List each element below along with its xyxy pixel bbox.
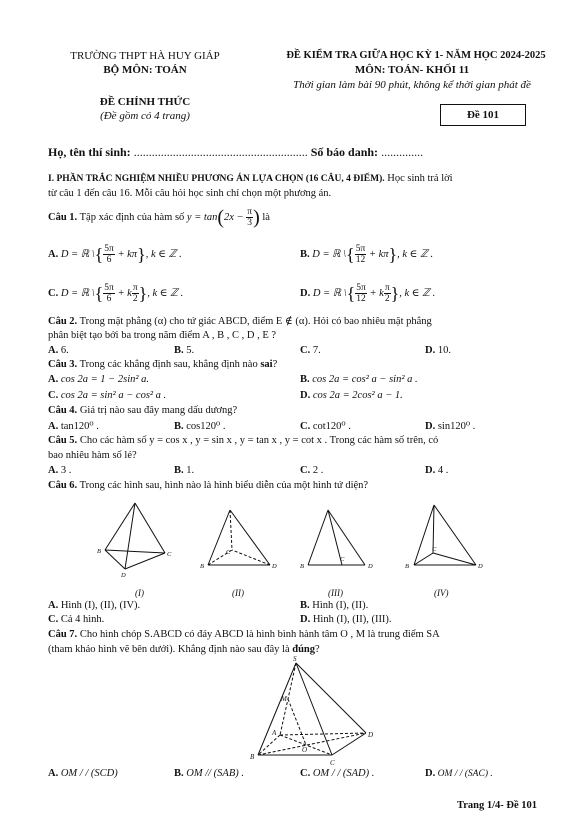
edge-ab bbox=[258, 735, 280, 755]
q7-d-text: OM / / (SAC) . bbox=[435, 769, 493, 779]
edge-sd bbox=[296, 663, 366, 733]
q5-option-c[interactable] bbox=[300, 465, 323, 476]
q5-c-label: C. bbox=[300, 465, 311, 476]
q1-a-post: , k ∈ ℤ . bbox=[145, 248, 182, 260]
q4-label: Câu 4. bbox=[48, 405, 78, 416]
q3-d-label: D. bbox=[300, 390, 311, 401]
section-intro-1: Học sinh trả lời bbox=[384, 173, 453, 184]
q4-option-a[interactable] bbox=[48, 420, 99, 432]
q6-a-text: Hình (I), (II), (IV). bbox=[58, 600, 141, 611]
exam-code-box: Đề 101 bbox=[440, 104, 526, 126]
q4-a-text: tan120⁰ . bbox=[58, 421, 99, 432]
subject: MÔN: TOÁN- KHỐI 11 bbox=[354, 64, 470, 76]
question-2 bbox=[48, 315, 432, 327]
q5-line1: Cho các hàm số y = cos x , y = sin x , y = tan x , y = cot x . Trong các hàm số trên, có bbox=[77, 435, 439, 446]
q1-c-mid: + k bbox=[117, 287, 132, 299]
fig2-label-d: D bbox=[272, 563, 277, 570]
q5-d-text: 4 . bbox=[435, 465, 449, 476]
fig1-label-d: D bbox=[121, 572, 126, 579]
name-dots: .......................................................... bbox=[133, 145, 308, 159]
q7-d-label: D. bbox=[425, 768, 436, 779]
q6-c-label: C. bbox=[48, 614, 59, 625]
pages-note: (Đề gồm có 4 trang) bbox=[100, 110, 190, 122]
q4-option-b[interactable] bbox=[174, 420, 225, 432]
q6-option-b[interactable] bbox=[300, 600, 368, 611]
q6-d-text: Hình (I), (II), (III). bbox=[310, 614, 392, 625]
q7-a-label: A. bbox=[48, 768, 59, 779]
fig1-label-c: C bbox=[167, 551, 172, 558]
question-5 bbox=[48, 435, 438, 446]
q2-option-d[interactable] bbox=[425, 345, 451, 356]
q2-c-label: C. bbox=[300, 345, 311, 356]
edge-sb bbox=[258, 663, 296, 755]
section-header bbox=[48, 173, 453, 184]
q1-b-label: B. bbox=[300, 248, 310, 260]
q1-option-a[interactable]: A. D = ℝ \{ $\frac{5\pi}{6}$ + kπ}, k ∈ ℤ . bbox=[48, 244, 182, 265]
q2-line1: Trong mặt phẳng (α) cho tứ giác ABCD, điểm E ∉ (α). Hỏi có bao nhiêu mặt phẳng bbox=[77, 316, 432, 327]
q2-d-text: 10. bbox=[435, 345, 451, 356]
q1-b-post: , k ∈ ℤ . bbox=[397, 248, 434, 260]
q3-d-text: cos 2a = 2cos² a − 1. bbox=[310, 390, 403, 401]
q7-line2: (tham khảo hình vẽ bên dưới). Khẳng định nào sau đây là bbox=[48, 644, 293, 655]
q1-d-mid: + k bbox=[369, 287, 384, 299]
fig4-label-c: C bbox=[432, 546, 437, 553]
q1-a-mid: + kπ bbox=[117, 248, 138, 260]
q1-d-post: , k ∈ ℤ . bbox=[399, 287, 436, 299]
q1-c-den: 6 bbox=[106, 294, 112, 304]
q3-option-c[interactable] bbox=[48, 390, 166, 401]
q5-d-label: D. bbox=[425, 465, 436, 476]
q1-option-d[interactable]: D. D = ℝ \{ $\frac{5\pi}{12}$ + k $\frac{\pi}{2}$ }, k ∈ ℤ . bbox=[300, 283, 436, 304]
q7-option-c[interactable] bbox=[300, 768, 374, 779]
q1-text: Tập xác định của hàm số bbox=[77, 211, 187, 223]
q7-label: Câu 7. bbox=[48, 629, 78, 640]
q3-option-a[interactable] bbox=[48, 374, 149, 385]
name-label: Họ, tên thí sinh: bbox=[48, 145, 131, 159]
question-7 bbox=[48, 629, 440, 640]
label-b: B bbox=[250, 753, 255, 761]
page-footer: Trang 1/4- Đề 101 bbox=[456, 800, 537, 811]
q6-label: Câu 6. bbox=[48, 480, 78, 491]
q4-option-d[interactable] bbox=[425, 420, 475, 432]
caption-4: (IV) bbox=[434, 588, 449, 598]
question-1: Câu 1. Tập xác định của hàm số y = tan(2x − $\frac{\pi}{3}$ ) là bbox=[48, 206, 270, 229]
q7-b-text: OM // (SAB) . bbox=[183, 768, 245, 779]
q5-b-label: B. bbox=[174, 465, 184, 476]
q7-c-label: C. bbox=[300, 768, 311, 779]
q2-b-text: 5. bbox=[183, 345, 195, 356]
label-d: D bbox=[368, 731, 374, 739]
q2-a-text: 6. bbox=[58, 345, 69, 356]
q1-option-c[interactable]: C. D = ℝ \{ $\frac{5\pi}{6}$ + k $\frac{\pi}{2}$ }, k ∈ ℤ . bbox=[48, 283, 184, 304]
caption-2: (II) bbox=[232, 588, 244, 598]
q5-option-a[interactable] bbox=[48, 465, 71, 476]
q1-d-label: D. bbox=[300, 287, 311, 299]
q4-option-c[interactable] bbox=[300, 420, 351, 432]
fig4-label-b: B bbox=[405, 563, 409, 570]
q1-tail: là bbox=[259, 211, 270, 223]
figure-3 bbox=[308, 510, 365, 565]
q1-c-label: C. bbox=[48, 287, 59, 299]
q5-option-b[interactable] bbox=[174, 465, 194, 476]
q1-c-num2: π bbox=[132, 283, 138, 293]
q1-d-num2: π bbox=[384, 283, 390, 293]
q6-b-label: B. bbox=[300, 600, 310, 611]
q4-a-label: A. bbox=[48, 421, 59, 432]
q1-fn: y = tan bbox=[186, 211, 218, 223]
fig2-label-b: B bbox=[200, 563, 204, 570]
q1-label: Câu 1. bbox=[48, 211, 78, 223]
q1-c-den2: 2 bbox=[132, 294, 138, 304]
label-c: C bbox=[330, 759, 335, 767]
section-intro-2: từ câu 1 đến câu 16. Mỗi câu hỏi học sinh chỉ chọn một phương án. bbox=[48, 188, 332, 199]
segment-om bbox=[288, 699, 306, 745]
q2-b-label: B. bbox=[174, 345, 184, 356]
q5-a-text: 3 . bbox=[58, 465, 72, 476]
official-label: ĐỀ CHÍNH THỨC bbox=[99, 96, 191, 108]
q1-b-pre: D = ℝ \ bbox=[312, 248, 347, 260]
q6-figures bbox=[80, 495, 500, 605]
q2-option-c[interactable] bbox=[300, 345, 321, 356]
q4-text: Giá trị nào sau đây mang dấu dương? bbox=[77, 405, 238, 416]
q3-b-label: B. bbox=[300, 374, 310, 385]
q7-pyramid-figure bbox=[240, 655, 390, 767]
label-o: O bbox=[302, 746, 308, 754]
q4-b-text: cos120⁰ . bbox=[183, 421, 226, 432]
fig1-label-b: B bbox=[97, 548, 101, 555]
caption-1: (I) bbox=[135, 588, 144, 598]
q3-c-label: C. bbox=[48, 390, 59, 401]
q6-c-text: Cả 4 hình. bbox=[58, 614, 105, 625]
question-3 bbox=[48, 359, 277, 370]
q1-d-den: 12 bbox=[356, 294, 366, 304]
q1-a-pre: D = ℝ \ bbox=[60, 248, 95, 260]
q2-option-b[interactable] bbox=[174, 345, 194, 356]
q6-text: Trong các hình sau, hình nào là hình biểu diễn của một hình tứ diện? bbox=[77, 480, 369, 491]
figure-4 bbox=[414, 505, 476, 565]
q1-d-den2: 2 bbox=[384, 294, 390, 304]
q7-b-label: B. bbox=[174, 768, 184, 779]
q1-c-num: 5π bbox=[104, 283, 114, 293]
q4-c-label: C. bbox=[300, 421, 311, 432]
q5-c-text: 2 . bbox=[310, 465, 324, 476]
q2-line2: phân biệt tạo bởi ba trong năm điểm A , B , C , D , E ? bbox=[48, 330, 277, 341]
section-title: I. PHẦN TRẮC NGHIỆM NHIỀU PHƯƠNG ÁN LỰA CHỌN (16 CÂU, 4 ĐIỂM). bbox=[48, 174, 385, 184]
q1-a-den: 6 bbox=[106, 255, 112, 265]
q1-frac-den: 3 bbox=[247, 218, 253, 228]
q6-option-d[interactable] bbox=[300, 614, 392, 625]
q3-emph: sai bbox=[260, 359, 273, 370]
q4-c-text: cot120⁰ . bbox=[310, 421, 351, 432]
caption-3: (III) bbox=[328, 588, 343, 598]
q1-frac-num: π bbox=[247, 207, 253, 217]
q6-option-a[interactable] bbox=[48, 600, 140, 611]
q7-option-d[interactable] bbox=[425, 768, 493, 779]
fig2-label-c: C bbox=[226, 549, 231, 556]
fig3-label-c: C bbox=[340, 556, 345, 563]
q7-tail: ? bbox=[315, 644, 320, 655]
q5-a-label: A. bbox=[48, 465, 59, 476]
q1-d-num: 5π bbox=[356, 283, 366, 293]
q3-option-d[interactable] bbox=[300, 390, 403, 401]
q7-option-b[interactable] bbox=[174, 768, 244, 779]
q1-b-den: 12 bbox=[355, 255, 366, 265]
fig4-label-d: D bbox=[478, 563, 483, 570]
label-m: M bbox=[281, 695, 287, 703]
q1-d-pre: D = ℝ \ bbox=[312, 287, 347, 299]
q7-emph: đúng bbox=[292, 644, 316, 655]
q2-option-a[interactable] bbox=[48, 345, 69, 356]
q1-c-post: , k ∈ ℤ . bbox=[147, 287, 184, 299]
student-line bbox=[48, 145, 423, 160]
q3-a-text: cos 2a = 1 − 2sin² a. bbox=[58, 374, 150, 385]
q4-d-label: D. bbox=[425, 421, 436, 432]
label-s: S bbox=[293, 655, 297, 663]
q4-b-label: B. bbox=[174, 421, 184, 432]
q2-a-label: A. bbox=[48, 345, 59, 356]
id-label: Số báo danh: bbox=[310, 145, 379, 159]
q6-b-text: Hình (I), (II). bbox=[309, 600, 369, 611]
q2-c-text: 7. bbox=[310, 345, 321, 356]
q1-a-num: 5π bbox=[104, 244, 114, 254]
q3-label: Câu 3. bbox=[48, 359, 78, 370]
q1-option-b[interactable]: B. D = ℝ \{ $\frac{5\pi}{12}$ + kπ}, k ∈ ℤ . bbox=[300, 244, 434, 265]
q7-a-text: OM / / (SCD) bbox=[58, 768, 118, 779]
q1-c-pre: D = ℝ \ bbox=[60, 287, 95, 299]
q3-a-label: A. bbox=[48, 374, 59, 385]
q1-b-num: 5π bbox=[355, 244, 366, 254]
q6-a-label: A. bbox=[48, 600, 59, 611]
q3-tail: ? bbox=[272, 359, 278, 370]
q3-c-text: cos 2a = sin² a − cos² a . bbox=[58, 390, 167, 401]
q1-a-label: A. bbox=[48, 248, 59, 260]
question-6 bbox=[48, 480, 368, 491]
figure-1 bbox=[105, 503, 165, 569]
q6-option-c[interactable] bbox=[48, 614, 104, 625]
q3-option-b[interactable] bbox=[300, 374, 418, 385]
q5-option-d[interactable] bbox=[425, 465, 448, 476]
department: BỘ MÔN: TOÁN bbox=[103, 64, 187, 76]
figure-2 bbox=[208, 510, 270, 565]
q3-b-text: cos 2a = cos² a − sin² a . bbox=[309, 374, 418, 385]
exam-title: ĐỀ KIỂM TRA GIỮA HỌC KỲ 1- NĂM HỌC 2024-2025 bbox=[286, 50, 546, 61]
q5-line2: bao nhiêu hàm số lẻ? bbox=[48, 450, 137, 461]
question-4 bbox=[48, 405, 237, 416]
q4-d-text: sin120⁰ . bbox=[435, 421, 476, 432]
q5-label: Câu 5. bbox=[48, 435, 78, 446]
q7-c-text: OM / / (SAD) . bbox=[310, 768, 375, 779]
edge-sc bbox=[296, 663, 332, 755]
q5-b-text: 1. bbox=[183, 465, 195, 476]
id-dots: .............. bbox=[381, 145, 424, 159]
q6-d-label: D. bbox=[300, 614, 311, 625]
q2-label: Câu 2. bbox=[48, 316, 78, 327]
q3-text: Trong các khẳng định sau, khẳng định nào bbox=[77, 359, 261, 370]
q7-line1: Cho hình chóp S.ABCD có đáy ABCD là hình bình hành tâm O , M là trung điểm SA bbox=[77, 629, 440, 640]
q1-arg: 2x − bbox=[224, 211, 244, 223]
exam-time: Thời gian làm bài 90 phút, không kể thời gian phát đề bbox=[293, 79, 531, 91]
q2-d-label: D. bbox=[425, 345, 436, 356]
q7-option-a[interactable] bbox=[48, 768, 118, 779]
label-a: A bbox=[272, 729, 277, 737]
fig3-label-d: D bbox=[368, 563, 373, 570]
school-name: TRƯỜNG THPT HÀ HUY GIÁP bbox=[70, 50, 220, 62]
q1-b-mid: + kπ bbox=[368, 248, 389, 260]
fig3-label-b: B bbox=[300, 563, 304, 570]
q7-line2-row bbox=[48, 644, 320, 655]
